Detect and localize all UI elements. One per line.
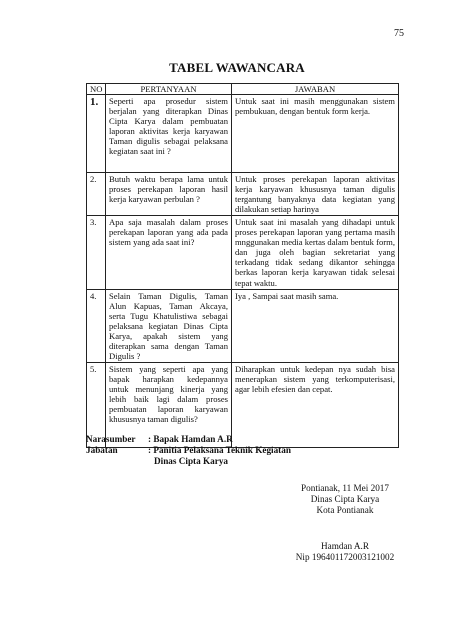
answer-cell: Untuk saat ini masalah yang dihadapi untuk proses perekapan laporan yang pertama masih mnggunakan media kertas dalam bentuk form, dan juga oleh bagian sekretariat yang terkadang tidak sedang dikantor sehingga berkas laporan kerja karyawan tidak selesai tepat waktu.: [232, 216, 399, 289]
interview-table: [86, 83, 399, 448]
page-title: TABEL WAWANCARA: [169, 60, 305, 75]
answer-cell: Untuk saat ini masih menggunakan sistem pembukuan, dengan bentuk form kerja.: [232, 95, 399, 173]
position-label: Jabatan: [86, 445, 118, 456]
row-number: 2.: [87, 173, 106, 216]
table-header-row: [87, 84, 399, 95]
source-value: : Bapak Hamdan A.R: [148, 434, 233, 444]
signature-nip: Nip 196401172003121002: [295, 551, 395, 562]
header-question: PERTANYAAN: [106, 84, 232, 95]
question-cell: Butuh waktu berapa lama untuk proses perekapan laporan hasil kerja karyawan perbulan ?: [106, 173, 232, 216]
table-row: [87, 95, 399, 173]
answer-cell: Iya , Sampai saat masih sama.: [232, 289, 399, 362]
table-row: [87, 173, 399, 216]
question-cell: Apa saja masalah dalam proses perekapan laporan yang ada pada sistem yang ada saat ini?: [106, 216, 232, 289]
header-no: NO: [87, 84, 106, 95]
signature-org: Dinas Cipta Karya: [310, 494, 380, 505]
page-number: 75: [394, 28, 404, 39]
table-row: [87, 216, 399, 289]
answer-cell: Diharapkan untuk kedepan nya sudah bisa menerapkan sistem yang terkomputerisasi, agar lebih efesien dan cepat.: [232, 362, 399, 447]
signature-city: Kota Pontianak: [316, 505, 374, 516]
question-cell: Selain Taman Digulis, Taman Alun Kapuas, Taman Akcaya, serta Tugu Khatulistiwa sebagai pelaksana kegiatan Dinas Cipta Karya, apakah sistem yang diterapkan sama dengan Taman Digulis ?: [106, 289, 232, 362]
source-label: Narasumber: [86, 434, 136, 444]
signature-name: Hamdan A.R: [321, 540, 369, 551]
position-value: : Panitia Pelaksana Teknik Kegiatan: [148, 445, 291, 456]
row-number: 5.: [87, 362, 106, 447]
row-number: 3.: [87, 216, 106, 289]
interview-meta: [86, 434, 291, 468]
row-number: 4.: [87, 289, 106, 362]
answer-cell: Untuk proses perekapan laporan aktivitas kerja karyawan khususnya taman digulis tergantung banyaknya data kegiatan yang dilakukan setiap harinya: [232, 173, 399, 216]
question-cell: Sistem yang seperti apa yang bapak harapkan kedepannya untuk menunjang kinerja yang lebih baik lagi dalam proses pembuatan laporan karyawan khususnya taman digulis?: [106, 362, 232, 447]
question-cell: Seperti apa prosedur sistem berjalan yang diterapkan Dinas Cipta Karya dalam pembuatan laporan aktivitas kerja karyawan Taman digulis sebagai pelaksana kegiatan saat ini ?: [106, 95, 232, 173]
signature-block: [290, 483, 400, 563]
signature-place-date: Pontianak, 11 Mei 2017: [301, 483, 389, 493]
position-value-continued: Dinas Cipta Karya: [154, 456, 229, 467]
row-number: 1.: [87, 95, 106, 173]
table-row: [87, 289, 399, 362]
header-answer: JAWABAN: [232, 84, 399, 95]
